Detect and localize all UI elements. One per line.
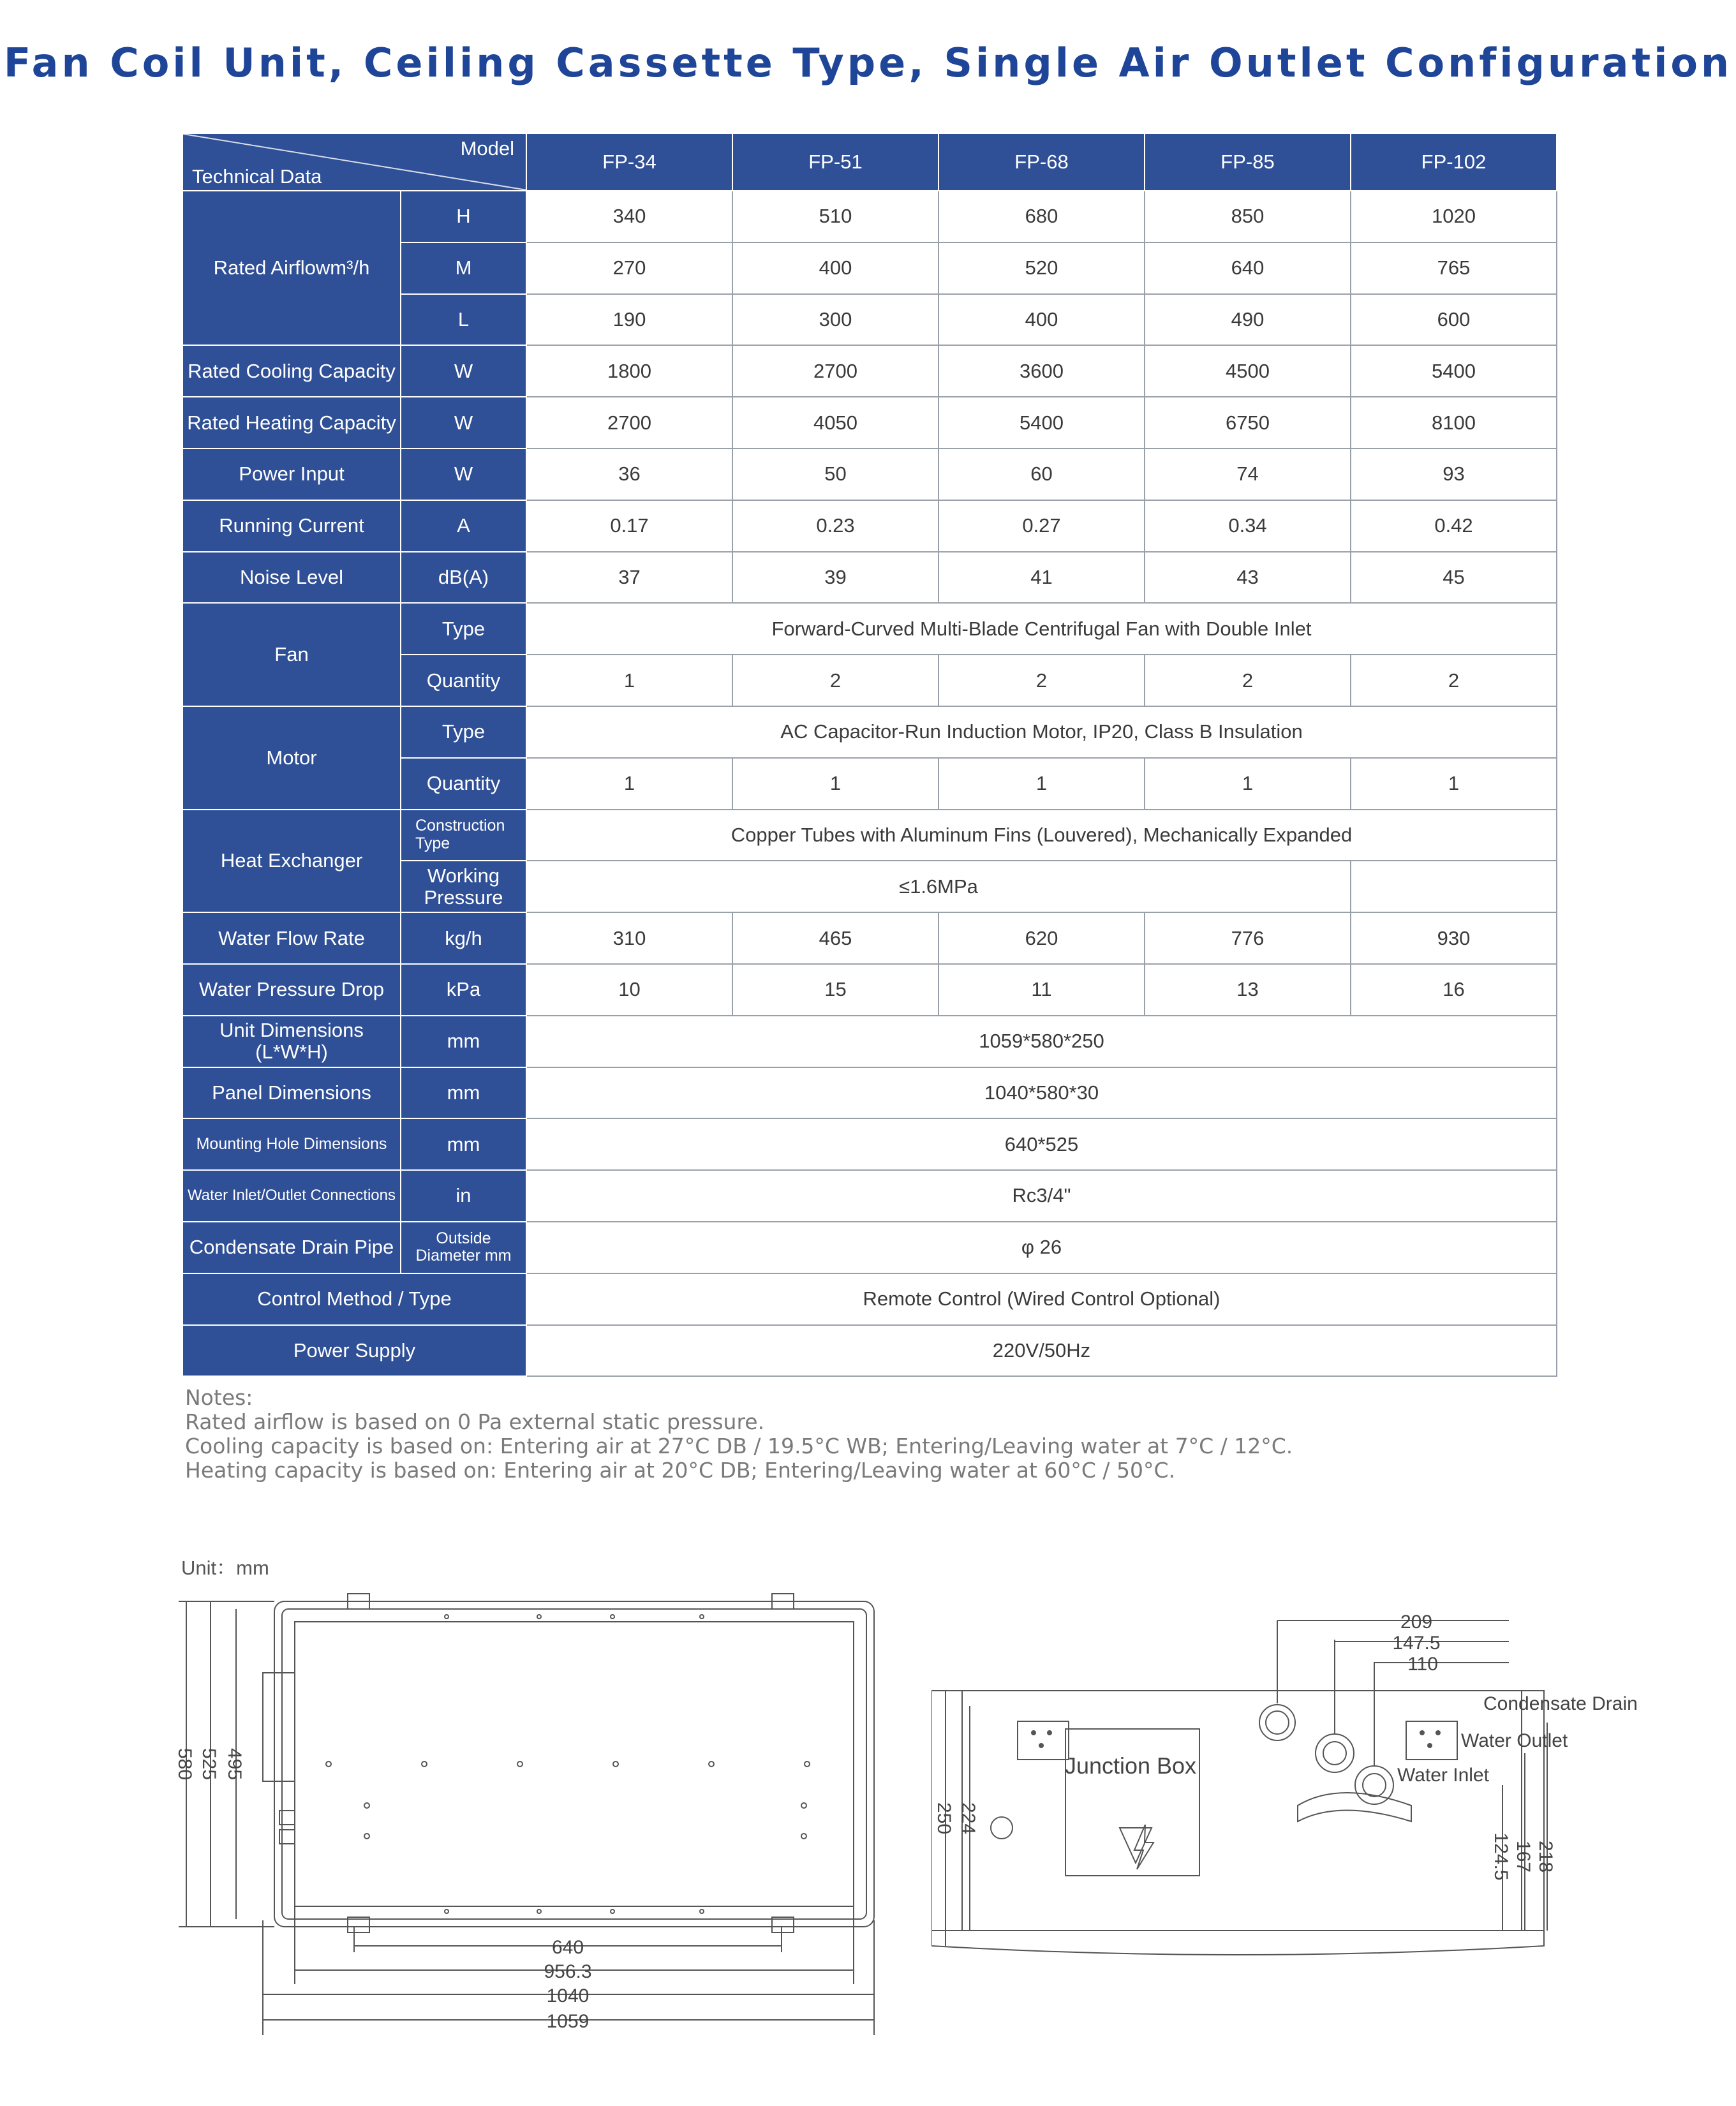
value-cell: 2700 — [732, 345, 938, 397]
value-cell: AC Capacitor-Run Induction Motor, IP20, Class B Insulation — [526, 706, 1557, 758]
value-cell: 300 — [732, 294, 938, 346]
value-cell: 8100 — [1351, 397, 1557, 449]
value-cell: 13 — [1145, 964, 1351, 1016]
value-cell: 93 — [1351, 449, 1557, 500]
dim-224: 224 — [958, 1802, 979, 1835]
table-row — [182, 1222, 1557, 1273]
unit-cell: mm — [401, 1067, 526, 1119]
model-header: FP-85 — [1145, 133, 1351, 191]
row-label: Water Flow Rate — [182, 912, 401, 964]
value-cell: 0.17 — [526, 500, 732, 552]
table-row — [182, 552, 1557, 604]
table-row — [182, 603, 1557, 655]
value-cell: 930 — [1351, 912, 1557, 964]
notes-heading: Notes: — [185, 1385, 253, 1410]
table-row — [182, 912, 1557, 964]
value-cell: φ 26 — [526, 1222, 1557, 1273]
dim-1040: 1040 — [546, 1985, 590, 2006]
value-cell: 776 — [1145, 912, 1351, 964]
outer-casing — [274, 1601, 874, 1927]
row-label: Motor — [182, 706, 401, 810]
unit-label: Unit：mm — [181, 1557, 269, 1579]
value-cell: 510 — [732, 191, 938, 242]
condensate-drain-fitting — [1259, 1705, 1295, 1740]
value-cell: 43 — [1145, 552, 1351, 604]
notes-block — [185, 1386, 1293, 1483]
value-cell: 5400 — [938, 397, 1145, 449]
unit-cell: Quantity — [401, 655, 526, 706]
value-cell: 36 — [526, 449, 732, 500]
spec-table — [182, 133, 1557, 1377]
value-cell: 2 — [732, 655, 938, 706]
water-inlet-label: Water Inlet — [1397, 1765, 1489, 1786]
dim-1059: 1059 — [546, 2011, 590, 2032]
value-cell: 16 — [1351, 964, 1557, 1016]
value-cell: 1 — [526, 655, 732, 706]
value-cell: 37 — [526, 552, 732, 604]
value-cell: 1 — [1145, 758, 1351, 810]
table-row — [182, 1325, 1557, 1377]
value-cell: 1 — [732, 758, 938, 810]
value-cell: 41 — [938, 552, 1145, 604]
value-cell: 1 — [1351, 758, 1557, 810]
row-label: Rated Cooling Capacity — [182, 345, 401, 397]
side-box — [263, 1673, 295, 1781]
value-cell: 600 — [1351, 294, 1557, 346]
table-row — [182, 449, 1557, 500]
value-cell: 3600 — [938, 345, 1145, 397]
value-cell: 490 — [1145, 294, 1351, 346]
value-cell: 60 — [938, 449, 1145, 500]
row-label: Running Current — [182, 500, 401, 552]
value-cell: 400 — [732, 242, 938, 294]
unit-cell: W — [401, 449, 526, 500]
row-label: Noise Level — [182, 552, 401, 604]
dim-209: 209 — [1400, 1614, 1433, 1633]
water-outlet-fitting — [1316, 1734, 1354, 1772]
dim-167: 167 — [1513, 1840, 1534, 1873]
unit-cell: W — [401, 397, 526, 449]
unit-cell: in — [401, 1170, 526, 1222]
table-row — [182, 1067, 1557, 1119]
value-cell: Forward-Curved Multi-Blade Centrifugal Fan with Double Inlet — [526, 603, 1557, 655]
value-cell: 0.23 — [732, 500, 938, 552]
value-cell: 4500 — [1145, 345, 1351, 397]
dim-495: 495 — [224, 1747, 245, 1781]
value-cell: 310 — [526, 912, 732, 964]
value-cell: 620 — [938, 912, 1145, 964]
model-header: FP-68 — [938, 133, 1145, 191]
condensate-drain-label: Condensate Drain — [1483, 1693, 1638, 1714]
value-cell: 850 — [1145, 191, 1351, 242]
dim-956-3: 956.3 — [544, 1961, 592, 1982]
model-label: Model — [460, 137, 514, 159]
unit-cell: W — [401, 345, 526, 397]
table-row — [182, 397, 1557, 449]
value-cell — [1351, 861, 1557, 912]
table-row — [182, 500, 1557, 552]
row-label: Water Inlet/Outlet Connections — [182, 1170, 401, 1222]
note-line: Rated airflow is based on 0 Pa external static pressure. — [185, 1409, 765, 1434]
value-cell: 2 — [1351, 655, 1557, 706]
row-label: Mounting Hole Dimensions — [182, 1118, 401, 1170]
value-cell: ≤1.6MPa — [526, 861, 1351, 912]
junction-box — [1065, 1729, 1199, 1876]
row-label: Rated Airflowm³/h — [182, 191, 401, 345]
water-outlet-label: Water Outlet — [1461, 1730, 1568, 1751]
unit-cell: A — [401, 500, 526, 552]
unit-cell: kPa — [401, 964, 526, 1016]
dim-640: 640 — [551, 1937, 584, 1958]
unit-cell: Type — [401, 603, 526, 655]
value-cell: 2 — [1145, 655, 1351, 706]
value-cell: 6750 — [1145, 397, 1351, 449]
model-header: FP-102 — [1351, 133, 1557, 191]
value-cell: 1800 — [526, 345, 732, 397]
value-cell: 340 — [526, 191, 732, 242]
value-cell: 74 — [1145, 449, 1351, 500]
value-cell: 190 — [526, 294, 732, 346]
value-cell: 4050 — [732, 397, 938, 449]
dim-124-5: 124.5 — [1490, 1832, 1511, 1881]
table-row — [182, 964, 1557, 1016]
unit-cell: mm — [401, 1118, 526, 1170]
dim-250: 250 — [933, 1802, 954, 1835]
table-row — [182, 1273, 1557, 1325]
row-label: Power Input — [182, 449, 401, 500]
model-header: FP-51 — [732, 133, 938, 191]
dim-218: 218 — [1535, 1840, 1556, 1873]
row-label: Unit Dimensions (L*W*H) — [182, 1016, 401, 1067]
unit-cell: Outside Diameter mm — [401, 1222, 526, 1273]
value-cell: 11 — [938, 964, 1145, 1016]
value-cell: 765 — [1351, 242, 1557, 294]
table-row — [182, 191, 1557, 242]
unit-cell: Quantity — [401, 758, 526, 810]
value-cell: 1 — [526, 758, 732, 810]
note-line: Heating capacity is based on: Entering air at 20°C DB; Entering/Leaving water at 60°C / 50°C. — [185, 1458, 1176, 1483]
note-line: Cooling capacity is based on: Entering air at 27°C DB / 19.5°C WB; Entering/Leaving water at 7°C / 12°C. — [185, 1434, 1293, 1458]
value-cell: 400 — [938, 294, 1145, 346]
value-cell: 1059*580*250 — [526, 1016, 1557, 1067]
table-row — [182, 1016, 1557, 1067]
value-cell: 2 — [938, 655, 1145, 706]
side-view-drawing — [931, 1614, 1659, 1971]
row-label: Rated Heating Capacity — [182, 397, 401, 449]
row-label: Panel Dimensions — [182, 1067, 401, 1119]
unit-cell: kg/h — [401, 912, 526, 964]
model-header: FP-34 — [526, 133, 732, 191]
header-corner-cell — [182, 133, 526, 191]
table-row — [182, 1170, 1557, 1222]
value-cell: 640 — [1145, 242, 1351, 294]
left-terminal — [1018, 1721, 1069, 1760]
table-row — [182, 706, 1557, 758]
unit-body — [931, 1691, 1544, 1931]
row-label: Fan — [182, 603, 401, 706]
value-cell: 0.42 — [1351, 500, 1557, 552]
unit-cell: M — [401, 242, 526, 294]
unit-cell: Working Pressure — [401, 861, 526, 912]
value-cell: 2700 — [526, 397, 732, 449]
unit-cell: H — [401, 191, 526, 242]
value-cell: 520 — [938, 242, 1145, 294]
value-cell: 5400 — [1351, 345, 1557, 397]
value-cell: Remote Control (Wired Control Optional) — [526, 1273, 1557, 1325]
top-view-drawing — [172, 1589, 893, 2073]
page-title: Fan Coil Unit, Ceiling Cassette Type, Single Air Outlet Configuration — [3, 40, 1733, 86]
row-label: Power Supply — [182, 1325, 526, 1377]
unit-cell: mm — [401, 1016, 526, 1067]
row-label: Water Pressure Drop — [182, 964, 401, 1016]
value-cell: 39 — [732, 552, 938, 604]
dim-525: 525 — [198, 1747, 219, 1781]
dim-110: 110 — [1407, 1654, 1438, 1675]
right-terminal — [1406, 1721, 1457, 1760]
table-header-row — [182, 133, 1557, 191]
table-row — [182, 1118, 1557, 1170]
value-cell: 1020 — [1351, 191, 1557, 242]
unit-cell: dB(A) — [401, 552, 526, 604]
unit-cell: Type — [401, 706, 526, 758]
row-label: Control Method / Type — [182, 1273, 526, 1325]
row-label: Condensate Drain Pipe — [182, 1222, 401, 1273]
value-cell: 220V/50Hz — [526, 1325, 1557, 1377]
value-cell: 680 — [938, 191, 1145, 242]
value-cell: 45 — [1351, 552, 1557, 604]
value-cell: 15 — [732, 964, 938, 1016]
value-cell: 1 — [938, 758, 1145, 810]
value-cell: 10 — [526, 964, 732, 1016]
value-cell: Rc3/4" — [526, 1170, 1557, 1222]
junction-box-label: Junction Box — [1064, 1753, 1197, 1779]
dim-147-5: 147.5 — [1392, 1633, 1441, 1654]
value-cell: 0.34 — [1145, 500, 1351, 552]
unit-cell: Construction Type — [401, 810, 526, 861]
dim-580: 580 — [174, 1747, 195, 1781]
value-cell: 640*525 — [526, 1118, 1557, 1170]
value-cell: 1040*580*30 — [526, 1067, 1557, 1119]
value-cell: 465 — [732, 912, 938, 964]
value-cell: 0.27 — [938, 500, 1145, 552]
table-row — [182, 810, 1557, 861]
row-label: Heat Exchanger — [182, 810, 401, 913]
value-cell: 270 — [526, 242, 732, 294]
value-cell: 50 — [732, 449, 938, 500]
value-cell: Copper Tubes with Aluminum Fins (Louvered), Mechanically Expanded — [526, 810, 1557, 861]
table-row — [182, 345, 1557, 397]
technical-data-label: Technical Data — [192, 165, 322, 188]
unit-cell: L — [401, 294, 526, 346]
